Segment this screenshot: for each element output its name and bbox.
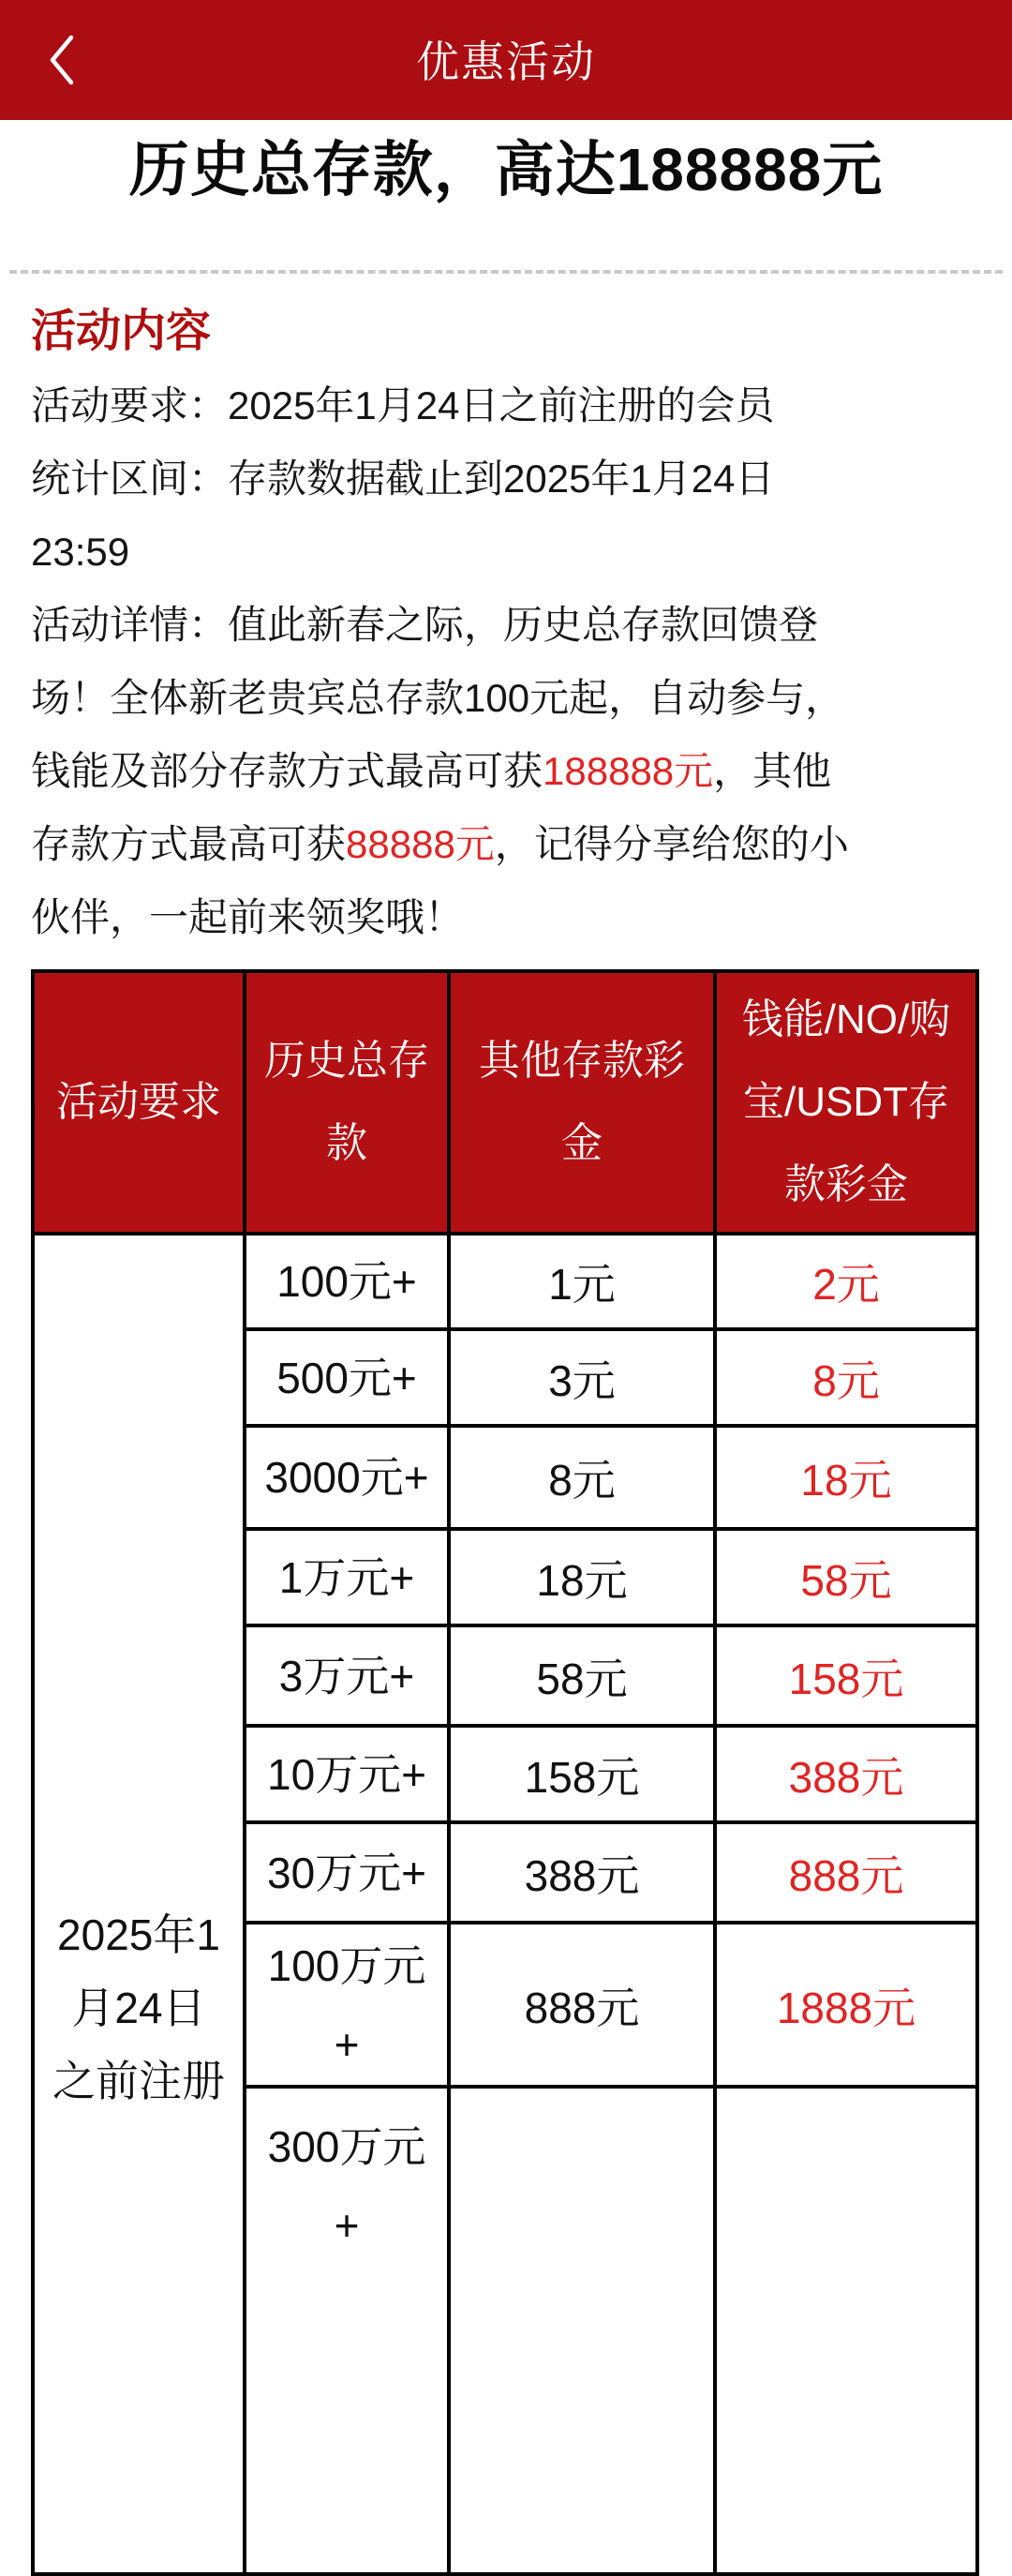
requirement-cell bbox=[33, 1234, 245, 2574]
body-lines bbox=[31, 369, 981, 954]
body-line bbox=[31, 369, 981, 442]
requirement-line: 2025年1 bbox=[57, 1910, 220, 1959]
qn-bonus-cell: 1888元 bbox=[715, 1923, 977, 2087]
other-bonus-cell: 158元 bbox=[449, 1726, 715, 1822]
qn-bonus-cell bbox=[715, 2087, 977, 2574]
text-segment: 活动要求：2025年1月24日之前注册的会员 bbox=[31, 383, 775, 427]
header-line: 其他存款彩 bbox=[479, 1038, 685, 1084]
text-segment: 伙伴，一起前来领奖哦！ bbox=[31, 895, 465, 939]
tier-cell bbox=[245, 1822, 449, 1923]
nav-title: 优惠活动 bbox=[416, 37, 596, 86]
highlight-segment: 88888元 bbox=[346, 822, 495, 866]
tier-cell bbox=[245, 1529, 449, 1625]
other-bonus-cell: 3元 bbox=[449, 1329, 715, 1426]
tier-line: 300万元 bbox=[267, 2122, 426, 2171]
nav-bar bbox=[0, 0, 1012, 120]
table-header-row bbox=[33, 971, 977, 1234]
text-segment: 场！全体新老贵宾总存款100元起，自动参与， bbox=[31, 676, 845, 720]
tier-cell bbox=[245, 1234, 449, 1329]
body-line bbox=[31, 516, 981, 589]
other-bonus-cell: 888元 bbox=[449, 1923, 715, 2087]
text-segment: 钱能及部分存款方式最高可获 bbox=[31, 749, 543, 793]
body-line bbox=[31, 808, 981, 881]
tier-cell bbox=[245, 2087, 449, 2574]
tier-cell bbox=[245, 1923, 449, 2087]
header-line: 款 bbox=[326, 1120, 367, 1166]
tier-line: 1万元+ bbox=[278, 1552, 415, 1602]
header-line: 金 bbox=[561, 1120, 603, 1166]
tier-line: 10万元+ bbox=[266, 1749, 427, 1799]
requirement-pad bbox=[35, 1236, 243, 1898]
qn-bonus-cell: 888元 bbox=[715, 1822, 977, 1923]
tier-line: 100万元 bbox=[267, 1940, 426, 1990]
qn-bonus-cell: 58元 bbox=[715, 1529, 977, 1625]
section-title: 活动内容 bbox=[31, 307, 212, 356]
tier-line: 3万元+ bbox=[278, 1651, 415, 1700]
page-title: 历史总存款，高达188888元 bbox=[128, 136, 884, 203]
qn-bonus-cell: 158元 bbox=[715, 1625, 977, 1726]
text-segment: 23:59 bbox=[31, 530, 130, 574]
header-cell-3 bbox=[715, 971, 977, 1234]
header-line: 活动要求 bbox=[56, 1079, 221, 1125]
header-line: 钱能/NO/购 bbox=[741, 996, 951, 1042]
tier-cell bbox=[245, 1625, 449, 1726]
tier-cell bbox=[245, 1726, 449, 1822]
other-bonus-cell: 388元 bbox=[449, 1822, 715, 1923]
tier-line: 100元+ bbox=[276, 1257, 417, 1306]
body-line bbox=[31, 662, 981, 735]
qn-bonus-cell: 2元 bbox=[715, 1234, 977, 1329]
qn-bonus-cell: 18元 bbox=[715, 1426, 977, 1529]
qn-bonus-cell: 388元 bbox=[715, 1726, 977, 1822]
text-segment: ，记得分享给您的小 bbox=[494, 822, 849, 866]
other-bonus-cell: 8元 bbox=[449, 1426, 715, 1529]
highlight-segment: 188888元 bbox=[543, 749, 714, 793]
content-area bbox=[0, 306, 1012, 2576]
requirement-line: 月24日 bbox=[71, 1984, 206, 2032]
tier-line: + bbox=[334, 2201, 360, 2250]
tier-line: 30万元+ bbox=[266, 1848, 427, 1897]
qn-bonus-cell: 8元 bbox=[715, 1329, 977, 1426]
header-cell-1 bbox=[245, 971, 449, 1234]
deposit-bonus-table bbox=[31, 969, 979, 2576]
tier-line: 3000元+ bbox=[264, 1453, 429, 1502]
header-cell-0 bbox=[33, 971, 245, 1234]
body-line bbox=[31, 442, 981, 516]
other-bonus-cell: 1元 bbox=[449, 1234, 715, 1329]
body-line bbox=[31, 589, 981, 662]
tier-line: + bbox=[334, 2019, 360, 2069]
dashed-divider bbox=[9, 270, 1003, 274]
header-cell-2 bbox=[449, 971, 715, 1234]
tier-line: 500元+ bbox=[276, 1353, 417, 1402]
other-bonus-cell bbox=[449, 2087, 715, 2574]
requirement-line: 之前注册 bbox=[52, 2057, 225, 2105]
table-row bbox=[33, 1234, 977, 1329]
other-bonus-cell: 18元 bbox=[449, 1529, 715, 1625]
header-line: 历史总存 bbox=[264, 1038, 429, 1084]
text-segment: 存款方式最高可获 bbox=[31, 822, 347, 866]
text-segment: ，其他 bbox=[713, 749, 832, 793]
text-segment: 统计区间：存款数据截止到2025年1月24日 bbox=[31, 457, 775, 501]
other-bonus-cell: 58元 bbox=[449, 1625, 715, 1726]
header-line: 款彩金 bbox=[784, 1161, 908, 1207]
body-line bbox=[31, 881, 981, 954]
table-body bbox=[33, 1234, 977, 2574]
tier-cell bbox=[245, 1426, 449, 1529]
header-line: 宝/USDT存 bbox=[743, 1079, 949, 1125]
tier-cell bbox=[245, 1329, 449, 1426]
body-line bbox=[31, 735, 981, 808]
text-segment: 活动详情：值此新春之际，历史总存款回馈登 bbox=[31, 603, 819, 647]
